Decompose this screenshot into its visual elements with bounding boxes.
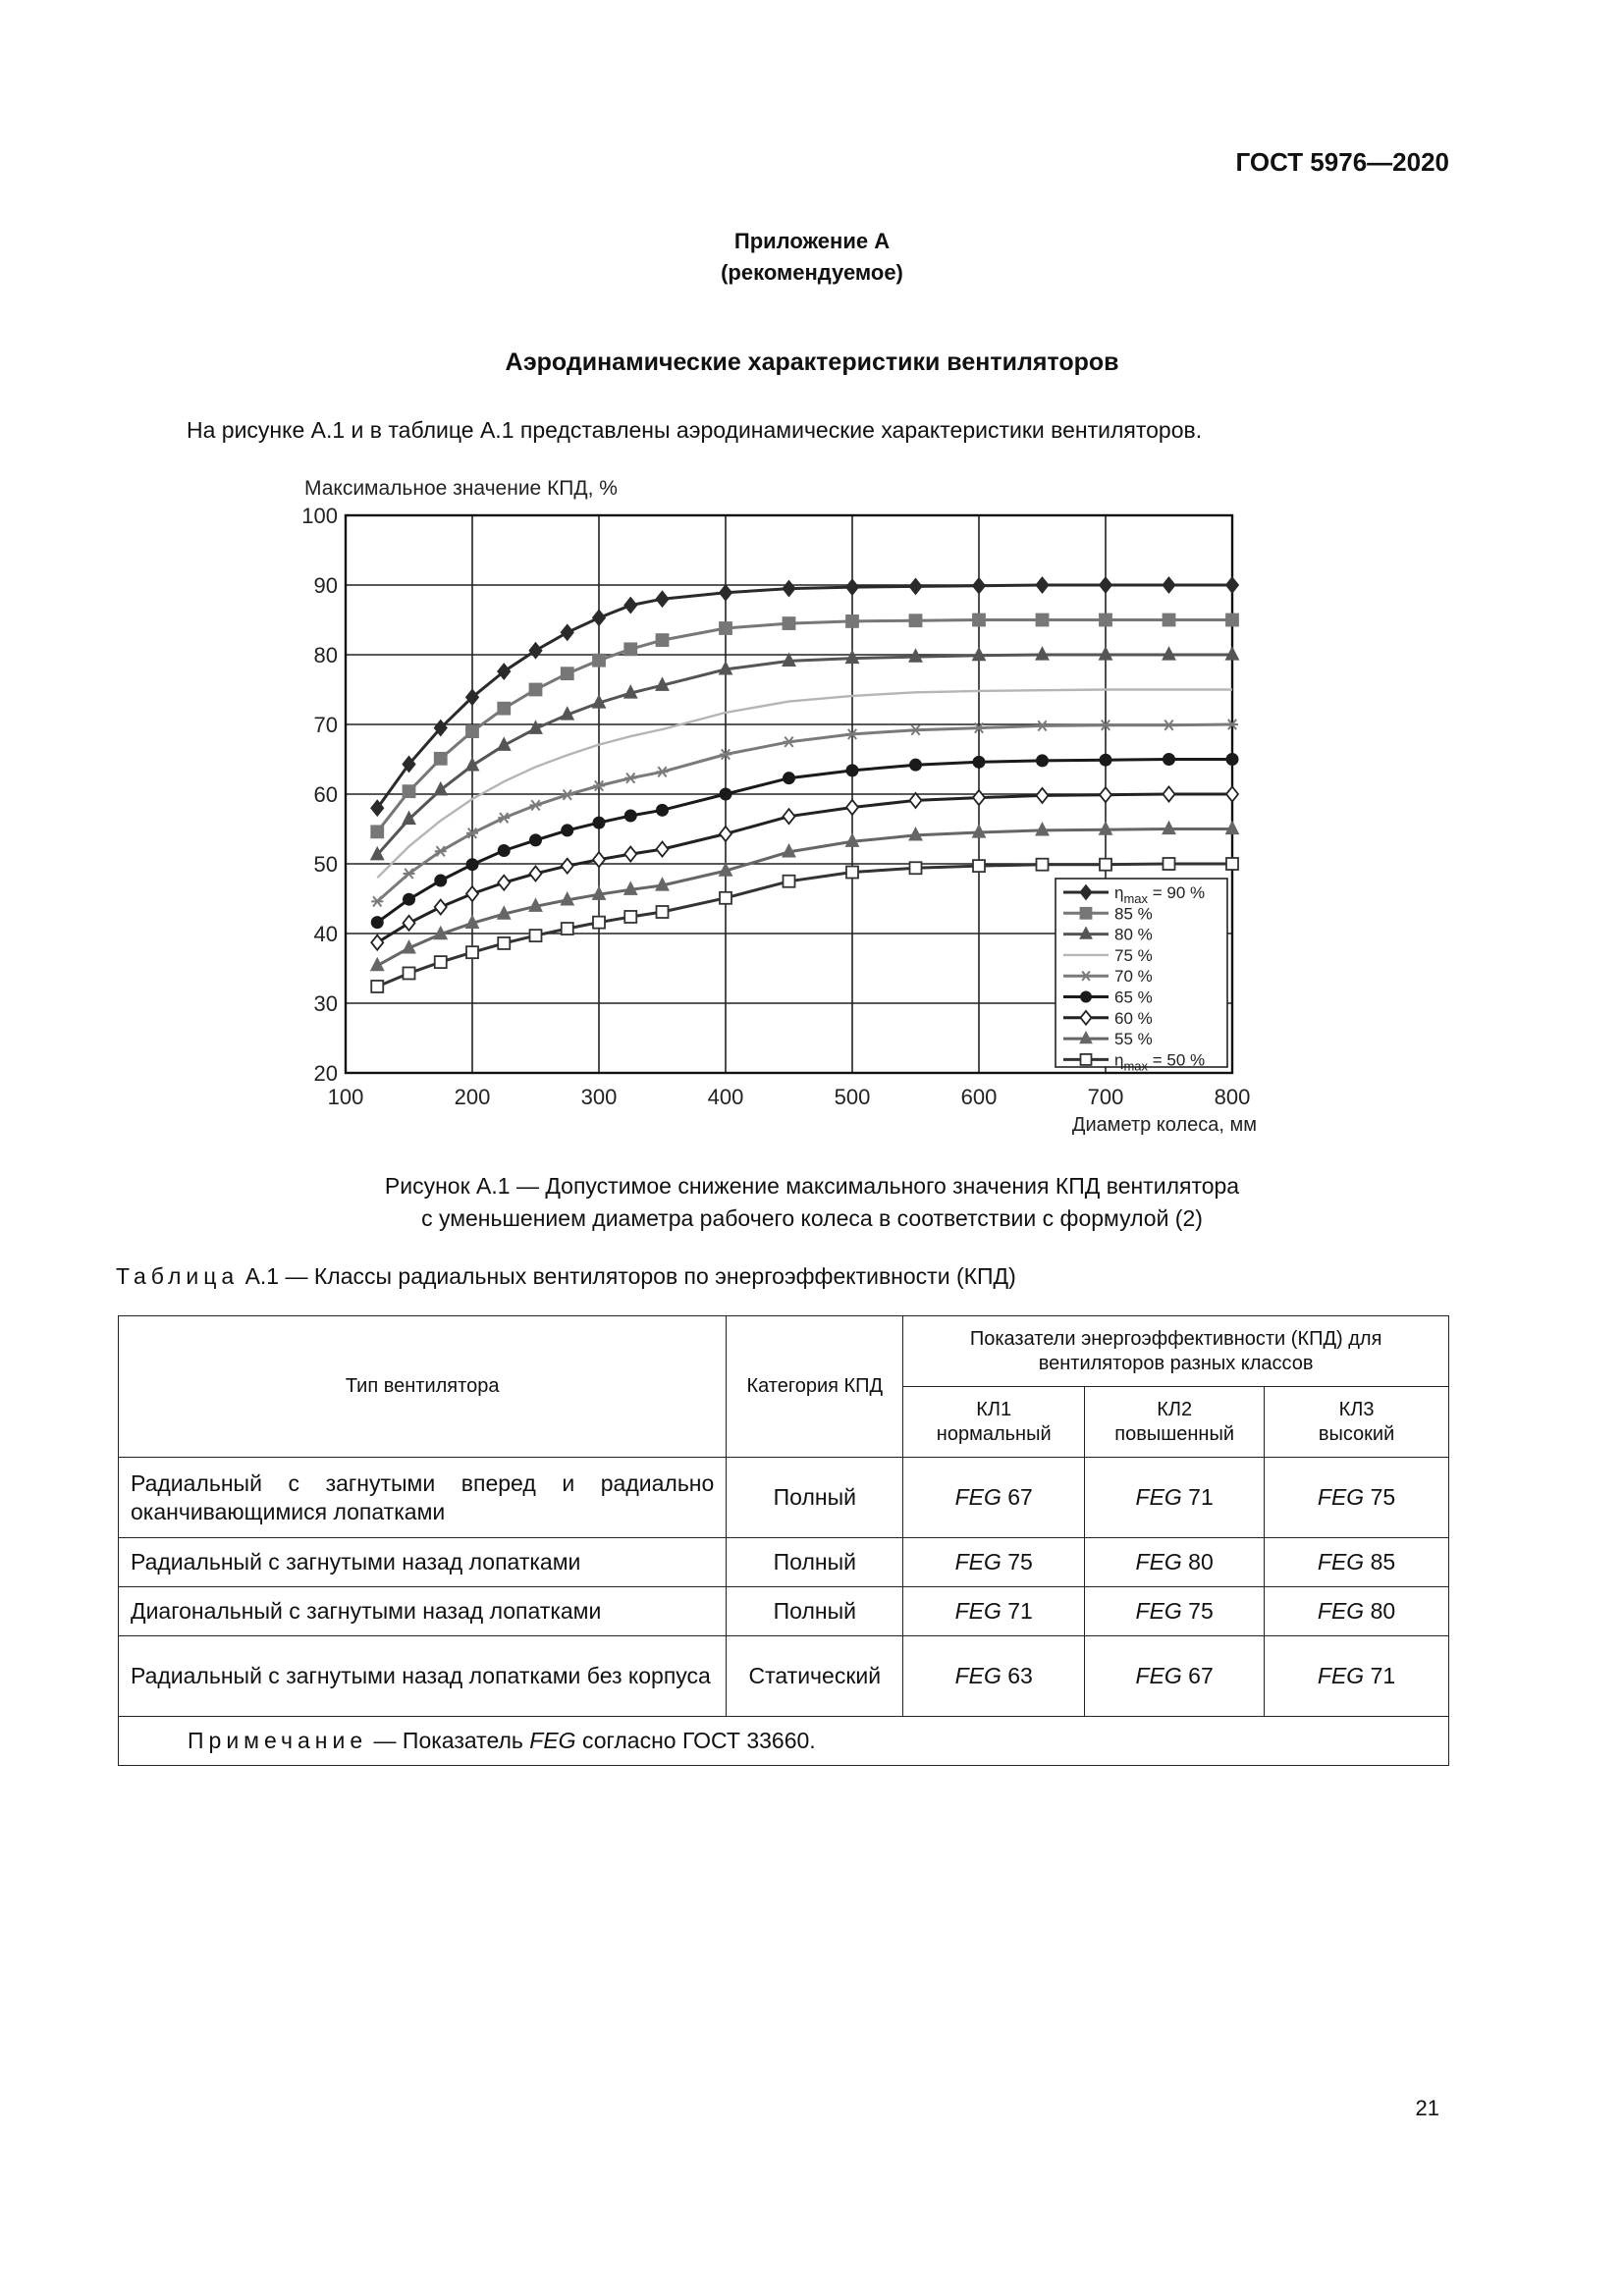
data-point <box>593 817 605 828</box>
x-tick-label: 200 <box>454 1085 491 1109</box>
value-cell <box>1265 1636 1449 1717</box>
data-point <box>910 725 922 735</box>
data-point <box>784 809 795 824</box>
feg-prefix: FEG <box>1135 1598 1182 1624</box>
table-row <box>119 1458 1449 1538</box>
feg-prefix: FEG <box>1317 1549 1365 1575</box>
feg-value: 67 <box>1181 1663 1214 1688</box>
data-point <box>720 622 731 634</box>
data-point <box>1164 578 1175 593</box>
data-point <box>1226 614 1238 626</box>
fan-type-cell: Диагональный с загнутыми назад лопатками <box>119 1587 727 1636</box>
legend-label: $\eta_{max} = 50$ % <box>1114 1050 1206 1074</box>
data-point <box>973 756 985 768</box>
table-row <box>119 1636 1449 1717</box>
data-point <box>404 893 415 905</box>
data-point <box>435 956 447 968</box>
value-cell <box>1085 1538 1265 1587</box>
data-point <box>846 800 858 815</box>
y-tick-label: 50 <box>313 852 338 877</box>
data-point <box>371 981 383 992</box>
data-point <box>846 765 858 776</box>
data-point <box>657 592 669 607</box>
feg-value: 63 <box>1001 1663 1033 1688</box>
data-point <box>1164 787 1175 802</box>
data-point <box>435 875 447 886</box>
caption-line-1: Рисунок А.1 — Допустимое снижение максимального значения КПД вентилятора <box>384 1173 1240 1199</box>
data-point <box>371 935 383 950</box>
y-tick-label: 90 <box>313 573 338 598</box>
data-point <box>1100 787 1111 802</box>
y-tick-label: 80 <box>313 643 338 667</box>
data-point <box>1037 788 1049 803</box>
class-name: нормальный <box>936 1422 1052 1445</box>
note-text-end: согласно ГОСТ 33660. <box>575 1728 816 1753</box>
category-cell: Статический <box>727 1636 903 1717</box>
data-point <box>434 782 447 795</box>
section-title: Аэродинамические характеристики вентиляторов <box>505 348 1119 376</box>
legend-label: 65 % <box>1114 988 1153 1007</box>
data-point <box>530 930 542 941</box>
header-class-2 <box>1085 1387 1265 1458</box>
data-point <box>1164 721 1175 730</box>
table-note-row <box>119 1717 1449 1766</box>
legend-label: 60 % <box>1114 1008 1153 1028</box>
class-name: высокий <box>1318 1422 1395 1445</box>
x-tick-label: 800 <box>1214 1085 1251 1109</box>
data-point <box>1100 578 1111 593</box>
data-point <box>784 581 795 596</box>
data-point <box>846 615 858 627</box>
legend-label: 55 % <box>1114 1030 1153 1049</box>
data-point <box>1037 755 1049 767</box>
table-row <box>119 1587 1449 1636</box>
data-point <box>498 937 510 949</box>
category-cell: Полный <box>727 1538 903 1587</box>
value-cell <box>903 1587 1085 1636</box>
y-tick-label: 40 <box>313 922 338 946</box>
fan-type-cell: Радиальный с загнутыми назад лопатками <box>119 1538 727 1587</box>
x-tick-label: 700 <box>1087 1085 1124 1109</box>
data-point <box>720 892 731 904</box>
data-point <box>530 684 542 696</box>
legend-label: 85 % <box>1114 904 1153 924</box>
feg-prefix: FEG <box>954 1549 1001 1575</box>
data-point <box>1081 1054 1092 1065</box>
header-class-3 <box>1265 1387 1449 1458</box>
data-point <box>657 804 669 816</box>
header-fan-type: Тип вентилятора <box>119 1316 727 1458</box>
fan-type-cell: Радиальный с загнутыми назад лопатками без корпуса <box>119 1636 727 1717</box>
x-tick-label: 500 <box>834 1085 871 1109</box>
energy-class-table <box>118 1315 1449 1766</box>
legend-label: $\eta_{max} = 90$ % <box>1114 883 1206 906</box>
data-point <box>910 579 922 594</box>
data-point <box>371 826 383 837</box>
x-tick-label: 300 <box>580 1085 618 1109</box>
legend-label: 80 % <box>1114 925 1153 944</box>
efficiency-chart <box>285 466 1267 1153</box>
data-point <box>720 827 731 841</box>
table-row <box>119 1538 1449 1587</box>
data-point <box>562 825 573 836</box>
feg-value: 75 <box>1181 1598 1214 1624</box>
data-point <box>624 911 636 923</box>
y-tick-label: 70 <box>313 713 338 737</box>
y-tick-label: 100 <box>301 504 338 528</box>
data-point <box>530 800 542 810</box>
feg-value: 75 <box>1001 1549 1033 1575</box>
value-cell <box>1085 1458 1265 1538</box>
data-point <box>1037 721 1049 730</box>
data-point <box>624 643 636 655</box>
data-point <box>562 667 573 679</box>
x-axis-label: Диаметр колеса, мм <box>1071 1114 1257 1136</box>
note-text: — Показатель <box>367 1728 530 1753</box>
data-point <box>1164 614 1175 626</box>
data-point <box>435 900 447 915</box>
data-point <box>404 785 415 797</box>
feg-prefix: FEG <box>954 1663 1001 1688</box>
feg-value: 80 <box>1364 1598 1396 1624</box>
value-cell <box>1085 1636 1265 1717</box>
data-point <box>1100 754 1111 766</box>
data-point <box>657 634 669 646</box>
data-point <box>435 753 447 765</box>
data-point <box>562 923 573 934</box>
data-point <box>1081 991 1092 1002</box>
data-point <box>593 852 605 867</box>
value-cell <box>1265 1538 1449 1587</box>
page-number: 21 <box>1415 2096 1439 2120</box>
value-cell <box>903 1458 1085 1538</box>
table-note <box>119 1717 1449 1766</box>
feg-value: 67 <box>1001 1484 1033 1510</box>
data-point <box>593 611 605 625</box>
data-point <box>784 737 795 747</box>
feg-prefix: FEG <box>1317 1484 1365 1510</box>
data-point <box>624 847 636 862</box>
data-point <box>910 759 922 771</box>
data-point <box>466 946 478 958</box>
value-cell <box>1265 1458 1449 1538</box>
feg-value: 80 <box>1181 1549 1214 1575</box>
note-label: Примечание <box>188 1728 368 1753</box>
standard-number: ГОСТ 5976—2020 <box>1235 147 1449 177</box>
category-cell: Полный <box>727 1458 903 1538</box>
data-point <box>562 790 573 800</box>
data-point <box>657 906 669 918</box>
data-point <box>498 876 510 890</box>
feg-value: 71 <box>1181 1484 1214 1510</box>
value-cell <box>903 1538 1085 1587</box>
feg-value: 75 <box>1364 1484 1396 1510</box>
class-code: КЛ3 <box>1338 1398 1375 1420</box>
fan-type-cell: Радиальный с загнутыми вперед и радиально оканчивающимися лопатками <box>119 1458 727 1538</box>
data-point <box>466 886 478 901</box>
table-title-label: Таблица <box>116 1263 240 1289</box>
feg-prefix: FEG <box>954 1484 1001 1510</box>
class-code: КЛ2 <box>1157 1398 1193 1420</box>
data-point <box>562 859 573 874</box>
data-point <box>910 793 922 808</box>
data-point <box>784 876 795 887</box>
y-axis-label: Максимальное значение КПД, % <box>304 477 618 500</box>
y-tick-label: 20 <box>313 1061 338 1086</box>
data-point <box>657 842 669 857</box>
annex-status: (рекомендуемое) <box>721 260 903 285</box>
feg-value: 71 <box>1364 1663 1396 1688</box>
data-point <box>720 788 731 800</box>
data-point <box>530 866 542 881</box>
data-point <box>784 773 795 784</box>
class-code: КЛ1 <box>976 1398 1012 1420</box>
data-point <box>404 869 415 879</box>
data-point <box>1226 754 1238 766</box>
data-point <box>624 598 636 613</box>
data-point <box>404 967 415 979</box>
feg-value: 85 <box>1364 1549 1396 1575</box>
data-point <box>973 614 985 626</box>
legend-label: 75 % <box>1114 945 1153 965</box>
data-point <box>466 859 478 871</box>
value-cell <box>1085 1587 1265 1636</box>
data-point <box>466 725 478 737</box>
data-point <box>530 834 542 846</box>
feg-prefix: FEG <box>1317 1598 1365 1624</box>
data-point <box>530 643 542 658</box>
figure-caption <box>0 1170 1624 1235</box>
data-point <box>371 917 383 929</box>
data-point <box>657 767 669 776</box>
data-point <box>1164 754 1175 766</box>
data-point <box>404 916 415 931</box>
class-name: повышенный <box>1114 1422 1235 1445</box>
data-point <box>1226 578 1238 593</box>
data-point <box>1226 787 1238 802</box>
data-point <box>720 585 731 600</box>
annex-title: Приложение А <box>733 229 891 253</box>
data-point <box>846 867 858 879</box>
data-point <box>624 810 636 822</box>
data-point <box>1100 859 1111 871</box>
data-point <box>910 862 922 874</box>
annex-heading <box>0 226 1624 289</box>
x-tick-label: 100 <box>327 1085 364 1109</box>
data-point <box>624 774 636 783</box>
value-cell <box>1265 1587 1449 1636</box>
value-cell <box>903 1636 1085 1717</box>
data-point <box>1100 614 1111 626</box>
y-tick-label: 60 <box>313 782 338 807</box>
data-point <box>1037 614 1049 626</box>
data-point <box>910 614 922 626</box>
feg-prefix: FEG <box>1135 1549 1182 1575</box>
data-point <box>973 860 985 872</box>
y-tick-label: 30 <box>313 991 338 1016</box>
caption-line-2: с уменьшением диаметра рабочего колеса в соответствии с формулой (2) <box>421 1205 1203 1231</box>
x-tick-label: 600 <box>960 1085 998 1109</box>
feg-prefix: FEG <box>1135 1663 1182 1688</box>
data-point <box>973 790 985 805</box>
data-point <box>973 578 985 593</box>
data-point <box>1037 859 1049 871</box>
legend-label: 70 % <box>1114 967 1153 987</box>
x-tick-label: 400 <box>707 1085 744 1109</box>
data-point <box>1037 578 1049 593</box>
data-point <box>846 580 858 595</box>
data-point <box>562 625 573 640</box>
header-class-1 <box>903 1387 1085 1458</box>
feg-value: 71 <box>1001 1598 1033 1624</box>
intro-paragraph: На рисунке А.1 и в таблице А.1 представлены аэродинамические характеристики вентиляторов. <box>187 417 1203 443</box>
data-point <box>371 896 383 906</box>
note-feg: FEG <box>529 1728 576 1753</box>
data-point <box>1164 858 1175 870</box>
data-point <box>435 846 447 856</box>
data-point <box>1226 858 1238 870</box>
header-category: Категория КПД <box>727 1316 903 1458</box>
data-point <box>498 703 510 715</box>
data-point <box>593 655 605 667</box>
feg-prefix: FEG <box>1135 1484 1182 1510</box>
data-point <box>498 813 510 823</box>
category-cell: Полный <box>727 1587 903 1636</box>
table-title <box>116 1263 1016 1290</box>
data-point <box>498 845 510 857</box>
data-point <box>784 617 795 629</box>
table-title-text: А.1 — Классы радиальных вентиляторов по энергоэффективности (КПД) <box>239 1263 1016 1289</box>
data-point <box>593 917 605 929</box>
feg-prefix: FEG <box>954 1598 1001 1624</box>
feg-prefix: FEG <box>1317 1663 1365 1688</box>
header-indicators: Показатели энергоэффективности (КПД) для вентиляторов разных классов <box>903 1316 1449 1387</box>
data-point <box>1081 908 1092 919</box>
